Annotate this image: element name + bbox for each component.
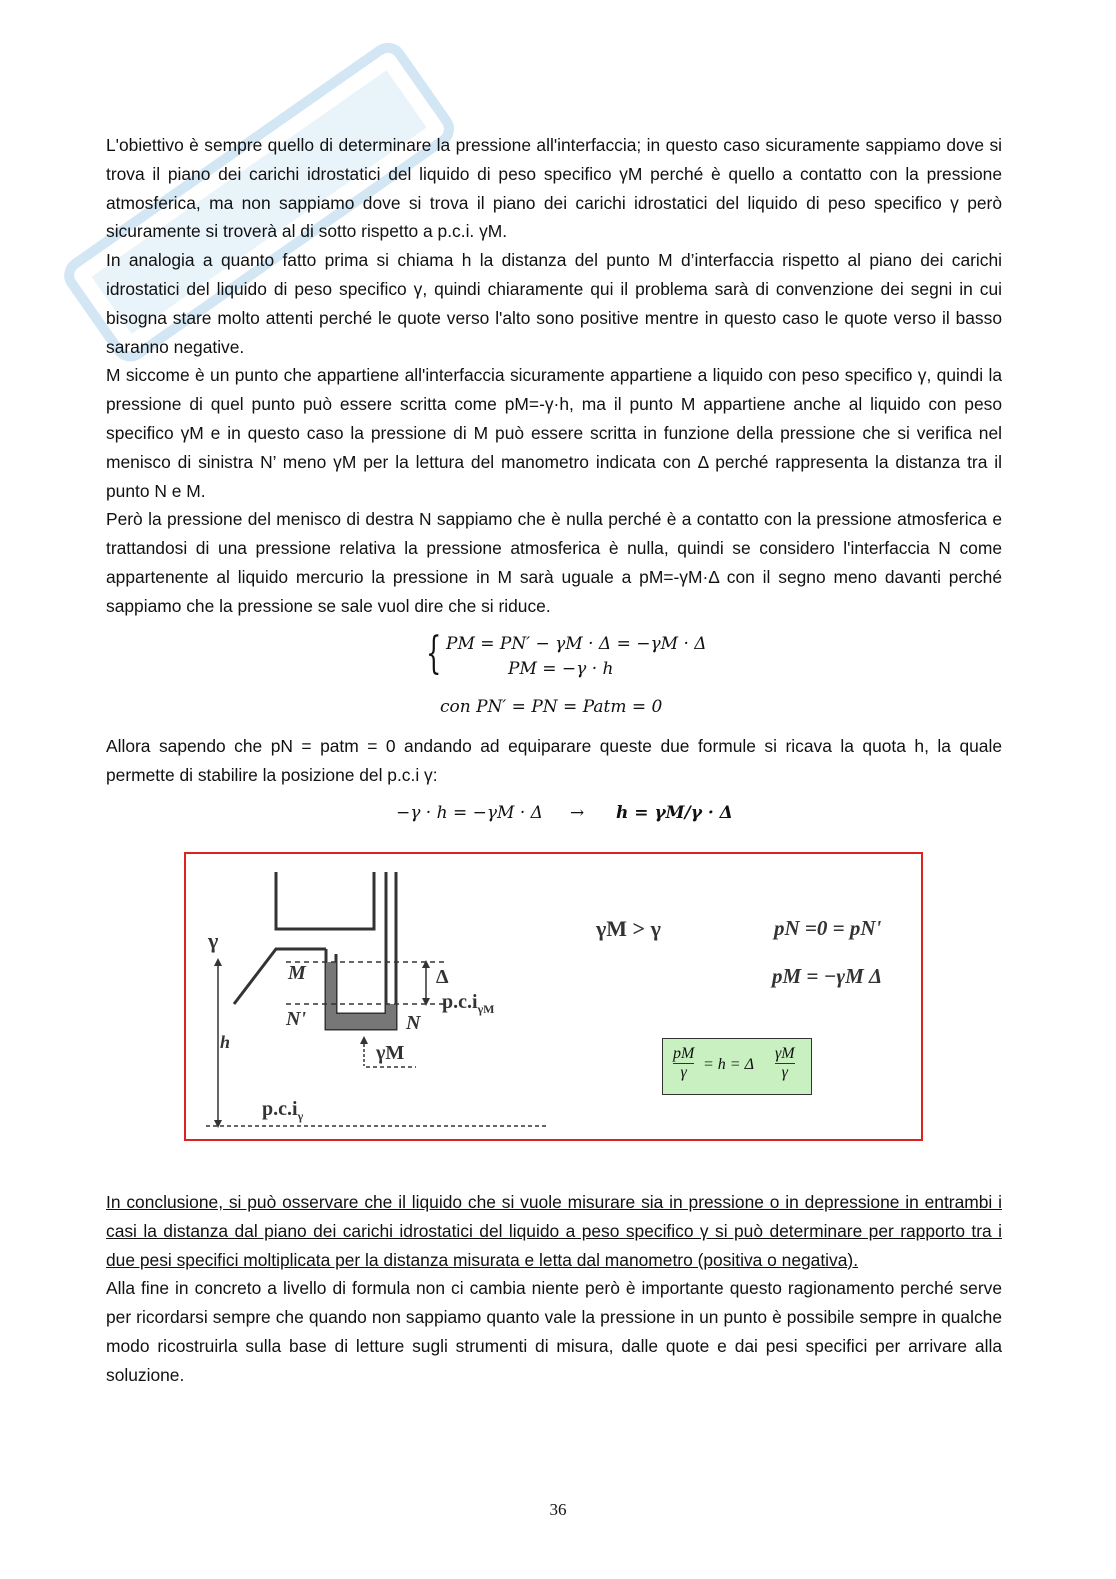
manometer-figure: [184, 852, 923, 1141]
paragraph-1: L'obiettivo è sempre quello di determinare la pressione all'interfaccia; in questo caso sicuramente sappiamo dove si trova il piano dei carichi idrostatici del liquido di peso specifico γM perché è quello a contatto con la pressione atmosferica, ma non sappiamo dove si trova il piano dei carichi idrostatici del liquido di peso specifico γ però sicuramente si troverà al di sotto rispetto a p.c.i. γM.: [106, 135, 1002, 242]
vessel-slope: [234, 949, 326, 1004]
equation-condition: con PN′ = PN = Patm = 0: [440, 697, 663, 717]
label-h: h: [220, 1032, 231, 1052]
label-gamma: γ: [208, 928, 219, 953]
label-pci-gammaM: $p.c.i_{\gamma M}$: [442, 991, 495, 1016]
equation-result-right: h = γM/γ · Δ: [616, 803, 733, 823]
box-middle: = h = Δ: [703, 1056, 754, 1073]
paragraph-5: Allora sapendo che pN = patm = 0 andando ad equiparare queste due formule si ricava la quota h, la quale permette di stabilire la posizione del p.c.i γ:: [106, 736, 1002, 785]
paragraph-3: M siccome è un punto che appartiene all'interfaccia sicuramente appartiene a liquido con peso specifico γ, quindi la pressione di quel punto può essere scritta come pM=-γ·h, ma il punto M appartiene anche al liquido con peso specifico γM e in questo caso la pressione di M può essere scritta in funzione della pressione che si verifica nel menisco di sinistra N’ meno γM per la lettura del manometro indicata con Δ perché rappresenta la distanza tra il punto N e M.: [106, 365, 1002, 501]
paragraph-5-block: [106, 732, 1002, 790]
label-gammaM-arrow: γM: [376, 1042, 405, 1064]
result-box: [662, 1038, 812, 1095]
paragraph-6: In conclusione, si può osservare che il liquido che si vuole misurare sia in pressione o in depressione in entrambi i casi la distanza dal piano dei carichi idrostatici del liquido a peso specifico γ si può determinare per rapporto tra i due pesi specifici moltiplicata per la distanza misurata e letta dal manometro (positiva o negativa).: [106, 1192, 1002, 1270]
body-text: [106, 131, 1002, 621]
label-N: N: [406, 1012, 421, 1034]
box-fraction-1: pM γ: [673, 1045, 695, 1081]
label-Nprime: N': [286, 1008, 306, 1030]
relation-text: γM > γ: [596, 916, 661, 941]
u-tube-inner: [336, 872, 386, 1014]
conclusion-block: [106, 1188, 1002, 1390]
label-pci-gamma: $p.c.i_\gamma$: [262, 1098, 304, 1123]
paragraph-7: Alla fine in concreto a livello di formula non ci cambia niente però è importante questo ragionamento perché serve per ricordarsi sempre che quando non sappiamo quanto vale la pressione in un punto è possibile sempre in qualche modo ricostruirla sulla base di letture sugli strumenti di misura, dalle quote e dai pesi specifici per arrivare alla soluzione.: [106, 1278, 1002, 1385]
equation-arrow: →: [570, 803, 585, 823]
box-fraction-2: γM γ: [775, 1045, 795, 1081]
equation-pM: pM = −γM Δ: [772, 964, 883, 988]
page-number: 36: [549, 1500, 567, 1519]
manometer-diagram: [186, 854, 921, 1139]
paragraph-4: Però la pressione del menisco di destra N sappiamo che è nulla perché è a contatto con la pressione atmosferica e trattandosi di una pressione relativa la pressione atmosferica è nulla, quindi se considero l'interfaccia N come appartenente al liquido mercurio la pressione in M sarà uguale a pM=-γM·Δ con il segno meno davanti perché sappiamo che la pressione se sale vuol dire che si riduce.: [106, 509, 1002, 616]
equation-system-line-2: PM = −γ · h: [508, 659, 614, 679]
equation-result-left: −γ · h = −γM · Δ: [396, 803, 543, 823]
system-brace: {: [426, 628, 442, 679]
label-M: M: [288, 962, 306, 984]
paragraph-2: In analogia a quanto fatto prima si chiama h la distanza del punto M d’interfaccia rispetto al piano dei carichi idrostatici del liquido di peso specifico γ, quindi chiaramente qui il problema sarà di convenzione dei segni in cui bisogna stare molto attenti perché le quote verso l'alto sono positive mentre in questo caso le quote verso il basso saranno negative.: [106, 250, 1002, 357]
label-delta: Δ: [436, 966, 449, 988]
equation-pN: pN =0 = pN': [774, 916, 882, 940]
equation-system-line-1: PM = PN′ − γM · Δ = −γM · Δ: [446, 634, 707, 654]
vessel-wall: [276, 872, 374, 929]
